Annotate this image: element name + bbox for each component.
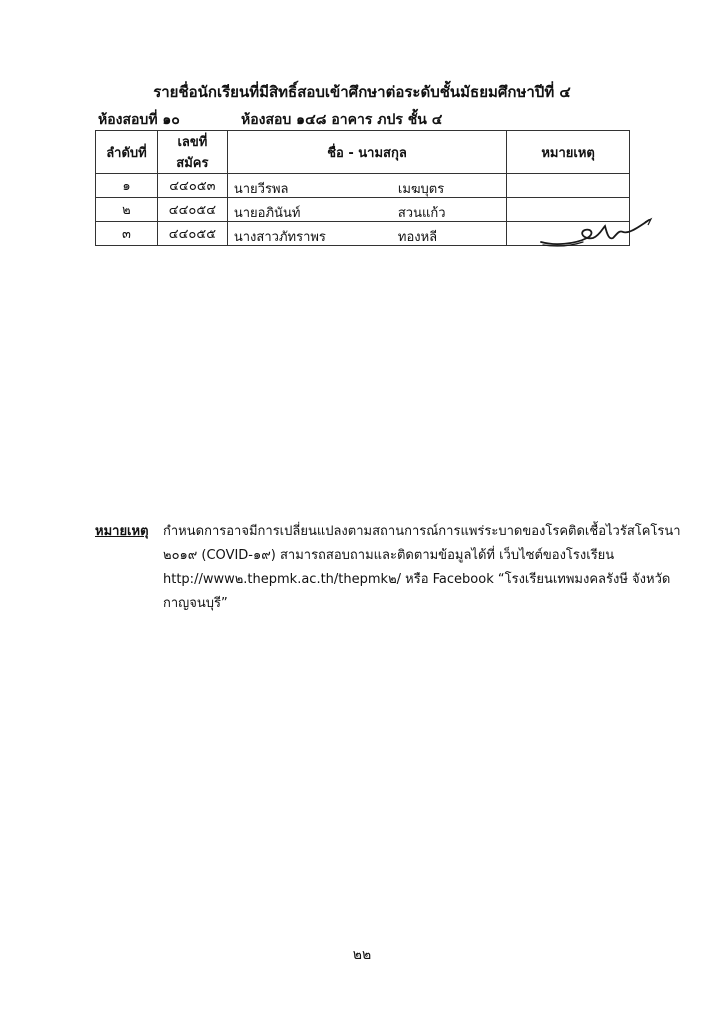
row-order: ๓ bbox=[96, 222, 158, 246]
exam-room-location: ห้องสอบ ๑๔๘ อาคาร ภปร ชั้น ๔ bbox=[241, 112, 443, 128]
row-last-name: สวนแก้ว bbox=[397, 206, 446, 221]
table-row bbox=[96, 222, 630, 246]
row-application-number: ๔๔๐๕๕ bbox=[157, 222, 227, 246]
row-application-number: ๔๔๐๕๔ bbox=[157, 198, 227, 222]
row-first-name: นายอภินันท์ bbox=[233, 206, 301, 221]
remark-label: หมายเหตุ bbox=[95, 524, 149, 539]
header-application-number: เลขที่สมัคร bbox=[157, 131, 227, 174]
document-title: รายชื่อนักเรียนที่มีสิทธิ์สอบเข้าศึกษาต่อระดับชั้นมัธยมศึกษาปีที่ ๔ bbox=[153, 83, 571, 101]
row-last-name: เมฆบุตร bbox=[397, 182, 445, 197]
table-row bbox=[96, 174, 630, 198]
page-number: ๒๒ bbox=[352, 947, 372, 963]
remark-line: http://www๒.thepmk.ac.th/thepmk๒/ หรือ Facebook “โรงเรียนเทพมงคลรังษี จังหวัด bbox=[163, 572, 671, 587]
row-full-name bbox=[227, 198, 506, 222]
header-remark: หมายเหตุ bbox=[507, 131, 630, 174]
remark-line: ๒๐๑๙ (COVID-๑๙) สามารถสอบถามและติดตามข้อมูลได้ที่ เว็บไซต์ของโรงเรียน bbox=[163, 548, 615, 563]
row-first-name: นายวีรพล bbox=[233, 182, 289, 197]
row-last-name: ทองหลี bbox=[397, 230, 438, 245]
row-remark bbox=[507, 174, 630, 198]
row-full-name bbox=[227, 222, 506, 246]
student-roster-table bbox=[95, 130, 630, 246]
row-remark-signature bbox=[507, 222, 630, 246]
row-order: ๒ bbox=[96, 198, 158, 222]
row-full-name bbox=[227, 174, 506, 198]
signature-icon bbox=[537, 216, 655, 250]
row-first-name: นางสาวภัทราพร bbox=[233, 230, 326, 245]
remark-line: กำหนดการอาจมีการเปลี่ยนแปลงตามสถานการณ์การแพร่ระบาดของโรคติดเชื้อไวรัสโคโรนา bbox=[163, 524, 681, 539]
remark-line: กาญจนบุรี” bbox=[163, 596, 228, 611]
row-order: ๑ bbox=[96, 174, 158, 198]
remark-text bbox=[163, 520, 681, 616]
header-full-name: ชื่อ - นามสกุล bbox=[227, 131, 506, 174]
header-order: ลำดับที่ bbox=[96, 131, 158, 174]
table-header-row bbox=[96, 131, 630, 174]
exam-room-number: ห้องสอบที่ ๑๐ bbox=[98, 112, 180, 128]
row-application-number: ๔๔๐๕๓ bbox=[157, 174, 227, 198]
